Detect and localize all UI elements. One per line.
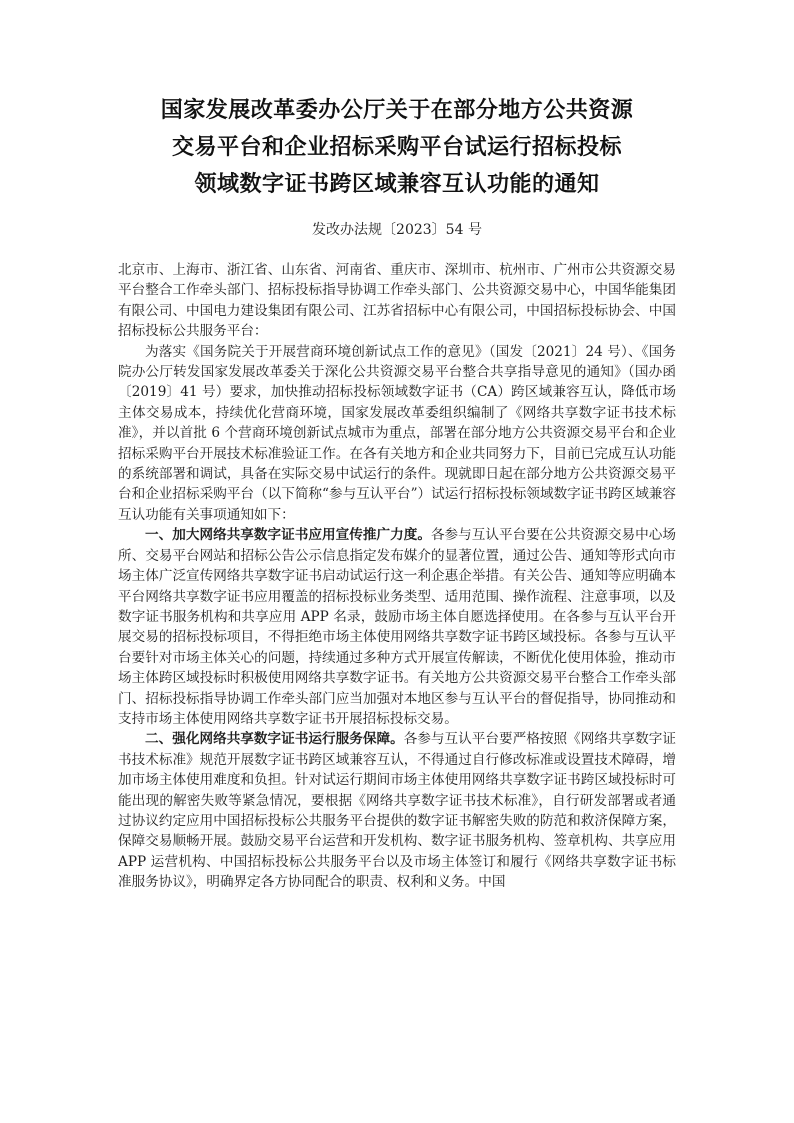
document-title	[118, 92, 676, 203]
title-line-2: 交易平台和企业招标采购平台试运行招标投标	[171, 135, 622, 160]
section-1-body: 各参与互认平台要在公共资源交易中心场所、交易平台网站和招标公告公示信息指定发布媒介的显著位置，通过公告、通知等形式向市场主体广泛宣传网络共享数字证书启动试运行这一利企惠企举措。有关公告、通知等应明确本平台网络共享数字证书应用覆盖的招标投标业务类型、适用范围、操作流程、注意事项，以及数字证书服务机构和共享应用 APP 名录，鼓励市场主体自愿选择使用。在各参与互认平台开展交易的招标投标项目，不得拒绝市场主体使用网络共享数字证书跨区域投标。各参与互认平台要针对市场主体关心的问题，持续通过多种方式开展宣传解读，不断优化使用体验，推动市场主体跨区域投标时积极使用网络共享数字证书。有关地方公共资源交易平台整合工作牵头部门、招标投标指导协调工作牵头部门应当加强对本地区参与互认平台的督促指导，协同推动和支持市场主体使用网络共享数字证书开展招标投标交易。	[118, 527, 677, 727]
title-line-1: 国家发展改革委办公厅关于在部分地方公共资源	[160, 98, 634, 123]
section-2-paragraph	[118, 729, 676, 892]
section-2-body: 各参与互认平台要严格按照《网络共享数字证书技术标准》规范开展数字证书跨区域兼容互认，不得通过自行修改标准或设置技术障碍，增加市场主体使用难度和负担。针对试运行期间市场主体使用网络共享数字证书跨区域投标时可能出现的解密失败等紧急情况，要根据《网络共享数字证书技术标准》，自行研发部署或者通过协议约定应用中国招标投标公共服务平台提供的数字证书解密失败的防范和救济保障方案，保障交易顺畅开展。鼓励交易平台运营和开发机构、数字证书服务机构、签章机构、共享应用 APP 运营机构、中国招标投标公共服务平台以及市场主体签订和履行《网络共享数字证书标准服务协议》，明确界定各方协同配合的职责、权利和义务。中国	[118, 731, 676, 891]
section-1-heading: 一、加大网络共享数字证书应用宣传推广力度。	[145, 527, 431, 544]
section-1-paragraph	[118, 525, 676, 729]
section-2-heading: 二、强化网络共享数字证书运行服务保障。	[145, 731, 404, 748]
title-line-3: 领域数字证书跨区域兼容互认功能的通知	[194, 172, 600, 197]
document-number: 发改办法规〔2023〕54 号	[312, 222, 482, 238]
addressees-paragraph: 北京市、上海市、浙江省、山东省、河南省、重庆市、深圳市、杭州市、广州市公共资源交易平台整合工作牵头部门、招标投标指导协调工作牵头部门、公共资源交易中心，中国华能集团有限公司、中国电力建设集团有限公司、江苏省招标中心有限公司，中国招标投标协会、中国招标投标公共服务平台：	[118, 262, 676, 340]
intro-paragraph: 为落实《国务院关于开展营商环境创新试点工作的意见》（国发〔2021〕24 号）、《国务院办公厅转发国家发展改革委关于深化公共资源交易平台整合共享指导意见的通知》（国办函〔2019〕41 号）要求，加快推动招标投标领域数字证书（CA）跨区域兼容互认，降低市场主体交易成本，持续优化营商环境，国家发展改革委组织编制了《网络共享数字证书技术标准》，并以首批 6 个营商环境创新试点城市为重点，部署在部分地方公共资源交易平台和企业招标采购平台开展技术标准验证工作。在各有关地方和企业共同努力下，目前已完成互认功能的系统部署和调试，具备在实际交易中试运行的条件。现就即日起在部分地方公共资源交易平台和企业招标采购平台（以下简称“参与互认平台”）试运行招标投标领域数字证书跨区域兼容互认功能有关事项通知如下：	[118, 343, 676, 523]
